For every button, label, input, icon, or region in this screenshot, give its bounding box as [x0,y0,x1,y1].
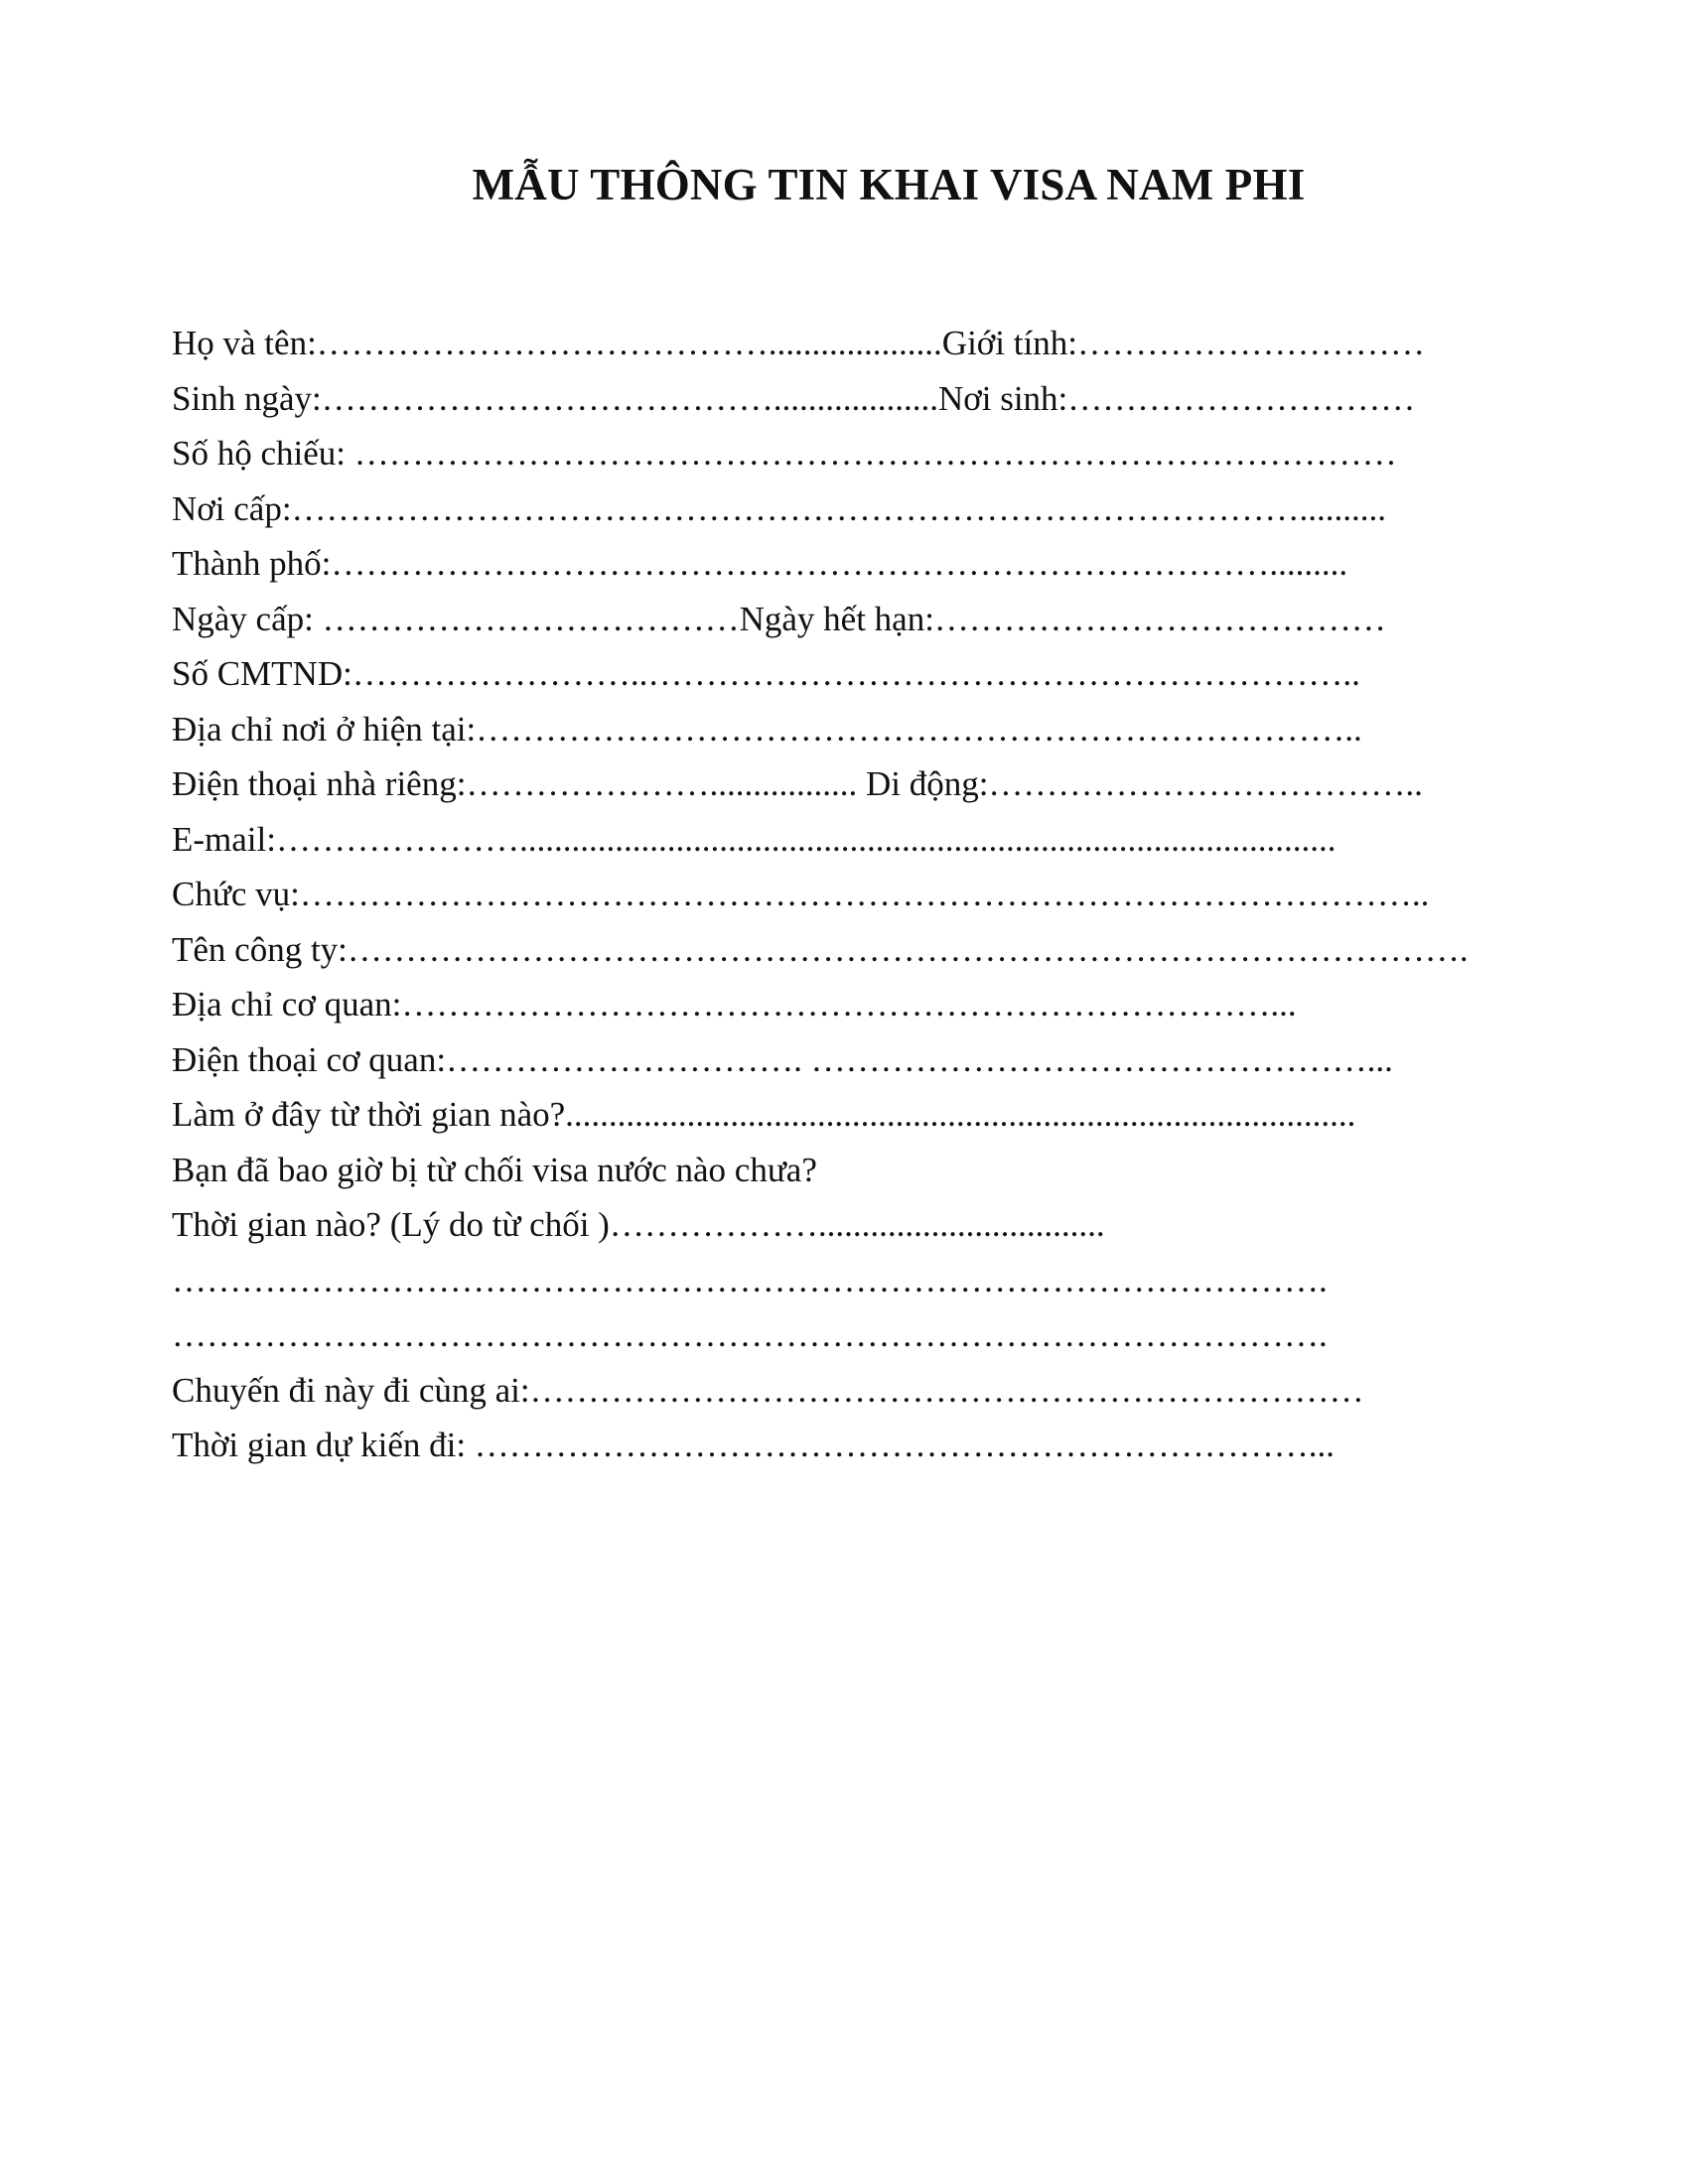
form-line-blank-1: ………………………………………………………………………………………. [172,1260,1328,1299]
form-line-home-mobile-phone: Điện thoại nhà riêng:…………………................. Di động:……………………………….. [172,764,1423,803]
form-line-position: Chức vụ:…………………………………………………………………………………….. [172,875,1430,913]
form-line-company-name: Tên công ty:……………………………………………………………………………………. [172,929,1469,969]
form-line-expected-departure: Thời gian dự kiến đi: ………………………………………………………………... [172,1426,1336,1464]
form-line-issue-expiry-dates: Ngày cấp: ………………………………Ngày hết hạn:………………………………… [172,599,1386,638]
document-title: MẪU THÔNG TIN KHAI VISA NAM PHI [472,160,1306,209]
visa-form [172,316,1582,1473]
form-line-place-of-issue: Nơi cấp:…………………………………………………………………………….......... [172,488,1387,528]
form-line-travel-companion: Chuyến đi này đi cùng ai:……………………………………………………………… [172,1370,1364,1410]
form-line-office-address: Địa chỉ cơ quan:…………………………………………………………………... [172,985,1297,1024]
form-line-employment-start: Làm ở đây từ thời gian nào?........................................................................................... [172,1095,1356,1134]
form-line-office-phone: Điện thoại cơ quan:…………………………. …………………………………………... [172,1039,1393,1079]
form-line-visa-refusal-question: Bạn đã bao giờ bị từ chối visa nước nào chưa? [172,1150,817,1189]
form-line-full-name-gender: Họ và tên:…………………………………....................Giới tính:………………………… [172,324,1425,362]
form-line-blank-2: ………………………………………………………………………………………. [172,1315,1328,1354]
form-line-passport-number: Số hộ chiếu: ……………………………………………………………………………… [172,434,1397,473]
form-line-id-card-number: Số CMTND:……………………..…………………………………………………….. [172,654,1360,693]
form-line-refusal-time-reason: Thời gian nào? (Lý do từ chối )………………................................. [172,1205,1105,1244]
form-line-city: Thành phố:………………………………………………………………………......... [172,544,1348,583]
form-line-email: E-mail:………………….............................................................................................. [172,819,1336,859]
form-line-birth-date-place: Sinh ngày:…………………………………...................Nơi sinh:………………………… [172,378,1416,418]
form-line-current-address: Địa chỉ nơi ở hiện tại:………………………………………………………………….. [172,709,1362,749]
